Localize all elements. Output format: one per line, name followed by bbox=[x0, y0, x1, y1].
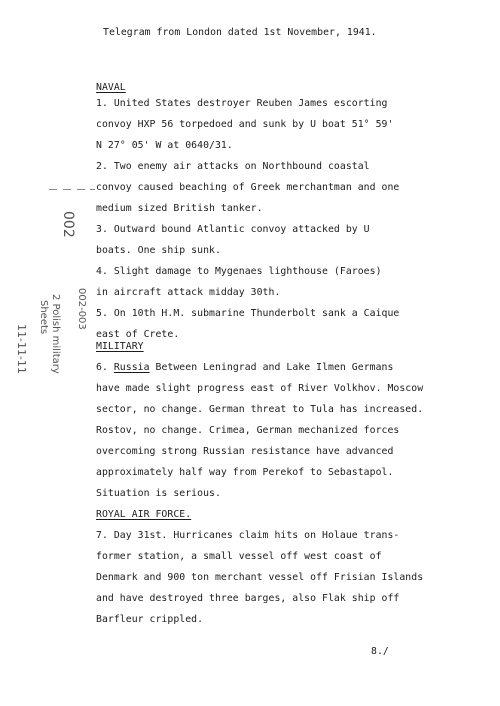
margin-dash bbox=[63, 189, 71, 190]
telegram-header: Telegram from London dated 1st November, 1941. bbox=[103, 27, 377, 38]
raf-line: Denmark and 900 ton merchant vessel off Frisian Islands bbox=[96, 572, 424, 583]
military-line: overcoming strong Russian resistance have advanced bbox=[96, 446, 394, 457]
naval-line: medium sized British tanker. bbox=[96, 203, 263, 214]
margin-dash bbox=[90, 189, 95, 190]
military-line: Situation is serious. bbox=[96, 488, 221, 499]
handwritten-note-subject: 2 Polish military bbox=[50, 294, 61, 374]
russia-subheading: Russia bbox=[113, 362, 150, 373]
military-first-line bbox=[96, 362, 393, 374]
naval-line: east of Crete. bbox=[96, 329, 180, 340]
military-line: have made slight progress east of River Volkhov. Moscow bbox=[96, 383, 424, 394]
raf-line: 7. Day 31st. Hurricanes claim hits on Holaue trans- bbox=[96, 530, 400, 541]
naval-heading: NAVAL bbox=[96, 82, 126, 93]
margin-dash bbox=[77, 189, 85, 190]
military-line: sector, no change. German threat to Tula has increased. bbox=[96, 404, 424, 415]
handwritten-note-range: 002-003 bbox=[76, 288, 87, 330]
naval-line: 1. United States destroyer Reuben James escorting bbox=[96, 98, 388, 109]
military-heading: MILITARY bbox=[96, 341, 144, 352]
naval-line: 5. On 10th H.M. submarine Thunderbolt sank a Caique bbox=[96, 308, 400, 319]
military-line-rest: Between Leningrad and Lake Ilmen Germans bbox=[155, 362, 394, 373]
paragraph-number: 6. bbox=[96, 362, 108, 373]
naval-line: boats. One ship sunk. bbox=[96, 245, 221, 256]
military-line: approximately half way from Perekof to Sebastapol. bbox=[96, 467, 394, 478]
naval-line: in aircraft attack midday 30th. bbox=[96, 287, 281, 298]
handwritten-note-sheets: Sheets bbox=[38, 300, 49, 335]
naval-line: 4. Slight damage to Mygenaes lighthouse (Faroes) bbox=[96, 266, 382, 277]
handwritten-note-date: 11-11-11 bbox=[15, 324, 28, 374]
margin-dash bbox=[49, 189, 57, 190]
handwritten-note-number: 002 bbox=[60, 211, 76, 238]
naval-line: 3. Outward bound Atlantic convoy attacked by U bbox=[96, 224, 370, 235]
naval-line: convoy caused beaching of Greek merchantman and one bbox=[96, 182, 400, 193]
raf-heading: ROYAL AIR FORCE. bbox=[96, 509, 192, 520]
continuation-marker: 8./ bbox=[371, 646, 389, 657]
raf-line: and have destroyed three barges, also Flak ship off bbox=[96, 593, 400, 604]
naval-line: convoy HXP 56 torpedoed and sunk by U boat 51° 59' bbox=[96, 119, 394, 130]
raf-line: former station, a small vessel off west coast of bbox=[96, 551, 382, 562]
naval-line: 2. Two enemy air attacks on Northbound coastal bbox=[96, 161, 370, 172]
naval-line: N 27° 05' W at 0640/31. bbox=[96, 140, 233, 151]
military-line: Rostov, no change. Crimea, German mechanized forces bbox=[96, 425, 400, 436]
raf-line: Barfleur crippled. bbox=[96, 614, 204, 625]
